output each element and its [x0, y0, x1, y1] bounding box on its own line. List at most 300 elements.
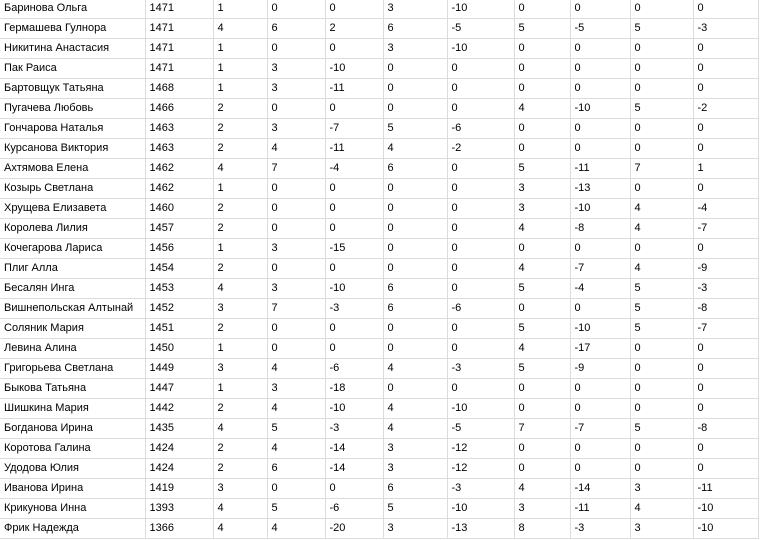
cell-c9[interactable]: 0: [693, 239, 758, 259]
cell-c8[interactable]: 3: [630, 519, 693, 539]
cell-c3[interactable]: -7: [325, 119, 383, 139]
cell-c5[interactable]: -2: [447, 139, 514, 159]
cell-name[interactable]: Гермашева Гулнора: [0, 19, 145, 39]
cell-c3[interactable]: -4: [325, 159, 383, 179]
table-row[interactable]: [0, 119, 758, 139]
cell-rating[interactable]: 1456: [145, 239, 213, 259]
cell-c2[interactable]: 4: [267, 139, 325, 159]
cell-name[interactable]: Богданова Ирина: [0, 419, 145, 439]
cell-c1[interactable]: 2: [213, 439, 267, 459]
cell-c4[interactable]: 5: [383, 119, 447, 139]
cell-c2[interactable]: 7: [267, 299, 325, 319]
cell-c3[interactable]: 0: [325, 39, 383, 59]
cell-c3[interactable]: -11: [325, 79, 383, 99]
cell-rating[interactable]: 1468: [145, 79, 213, 99]
cell-c2[interactable]: 3: [267, 379, 325, 399]
cell-c9[interactable]: -7: [693, 219, 758, 239]
cell-c2[interactable]: 3: [267, 239, 325, 259]
table-row[interactable]: [0, 0, 758, 19]
cell-c6[interactable]: 5: [514, 279, 570, 299]
cell-c7[interactable]: 0: [570, 139, 630, 159]
table-row[interactable]: [0, 59, 758, 79]
cell-c8[interactable]: 4: [630, 259, 693, 279]
cell-name[interactable]: Пак Раиса: [0, 59, 145, 79]
cell-c2[interactable]: 6: [267, 459, 325, 479]
cell-c6[interactable]: 0: [514, 139, 570, 159]
cell-c8[interactable]: 0: [630, 139, 693, 159]
cell-c8[interactable]: 0: [630, 179, 693, 199]
cell-rating[interactable]: 1449: [145, 359, 213, 379]
cell-c8[interactable]: 0: [630, 0, 693, 19]
cell-c7[interactable]: -11: [570, 499, 630, 519]
cell-c4[interactable]: 0: [383, 99, 447, 119]
cell-c3[interactable]: 0: [325, 259, 383, 279]
cell-c4[interactable]: 0: [383, 239, 447, 259]
cell-c7[interactable]: 0: [570, 39, 630, 59]
cell-rating[interactable]: 1457: [145, 219, 213, 239]
cell-c5[interactable]: 0: [447, 159, 514, 179]
cell-c6[interactable]: 0: [514, 239, 570, 259]
cell-name[interactable]: Баринова Ольга: [0, 0, 145, 19]
cell-c9[interactable]: 0: [693, 119, 758, 139]
cell-c3[interactable]: 0: [325, 179, 383, 199]
cell-c2[interactable]: 0: [267, 219, 325, 239]
cell-c1[interactable]: 2: [213, 199, 267, 219]
cell-c5[interactable]: 0: [447, 199, 514, 219]
cell-c6[interactable]: 4: [514, 479, 570, 499]
cell-c5[interactable]: 0: [447, 99, 514, 119]
cell-c5[interactable]: 0: [447, 339, 514, 359]
cell-c3[interactable]: -6: [325, 499, 383, 519]
cell-rating[interactable]: 1451: [145, 319, 213, 339]
cell-name[interactable]: Пугачева Любовь: [0, 99, 145, 119]
cell-c3[interactable]: -14: [325, 439, 383, 459]
cell-c5[interactable]: -10: [447, 0, 514, 19]
table-row[interactable]: [0, 519, 758, 539]
cell-c9[interactable]: 0: [693, 459, 758, 479]
cell-c8[interactable]: 7: [630, 159, 693, 179]
cell-c9[interactable]: 1: [693, 159, 758, 179]
cell-c2[interactable]: 3: [267, 279, 325, 299]
table-row[interactable]: [0, 179, 758, 199]
table-row[interactable]: [0, 19, 758, 39]
cell-c7[interactable]: -4: [570, 279, 630, 299]
cell-c9[interactable]: -3: [693, 19, 758, 39]
cell-c6[interactable]: 0: [514, 399, 570, 419]
table-row[interactable]: [0, 39, 758, 59]
cell-rating[interactable]: 1424: [145, 459, 213, 479]
cell-c4[interactable]: 0: [383, 59, 447, 79]
cell-c5[interactable]: -6: [447, 119, 514, 139]
cell-c1[interactable]: 3: [213, 299, 267, 319]
cell-c5[interactable]: -6: [447, 299, 514, 319]
cell-c9[interactable]: 0: [693, 179, 758, 199]
cell-c3[interactable]: -20: [325, 519, 383, 539]
table-row[interactable]: [0, 299, 758, 319]
cell-c6[interactable]: 0: [514, 379, 570, 399]
cell-c5[interactable]: -3: [447, 479, 514, 499]
cell-c6[interactable]: 7: [514, 419, 570, 439]
table-row[interactable]: [0, 139, 758, 159]
cell-c6[interactable]: 0: [514, 119, 570, 139]
cell-c3[interactable]: -3: [325, 299, 383, 319]
cell-c5[interactable]: -12: [447, 459, 514, 479]
cell-c7[interactable]: 0: [570, 439, 630, 459]
cell-name[interactable]: Ахтямова Елена: [0, 159, 145, 179]
cell-c1[interactable]: 1: [213, 79, 267, 99]
table-row[interactable]: [0, 259, 758, 279]
cell-name[interactable]: Гончарова Наталья: [0, 119, 145, 139]
cell-c6[interactable]: 0: [514, 59, 570, 79]
cell-c1[interactable]: 2: [213, 459, 267, 479]
cell-name[interactable]: Бартовщук Татьяна: [0, 79, 145, 99]
cell-rating[interactable]: 1471: [145, 39, 213, 59]
cell-c3[interactable]: 0: [325, 199, 383, 219]
cell-c5[interactable]: -10: [447, 39, 514, 59]
cell-c7[interactable]: 0: [570, 379, 630, 399]
cell-name[interactable]: Быкова Татьяна: [0, 379, 145, 399]
cell-c2[interactable]: 0: [267, 0, 325, 19]
cell-name[interactable]: Григорьева Светлана: [0, 359, 145, 379]
cell-name[interactable]: Соляник Мария: [0, 319, 145, 339]
cell-c8[interactable]: 5: [630, 419, 693, 439]
cell-c9[interactable]: 0: [693, 139, 758, 159]
cell-c1[interactable]: 4: [213, 419, 267, 439]
table-row[interactable]: [0, 399, 758, 419]
cell-c6[interactable]: 3: [514, 199, 570, 219]
cell-c1[interactable]: 4: [213, 279, 267, 299]
cell-rating[interactable]: 1462: [145, 179, 213, 199]
cell-c1[interactable]: 4: [213, 19, 267, 39]
cell-c1[interactable]: 3: [213, 359, 267, 379]
cell-c3[interactable]: 0: [325, 99, 383, 119]
table-row[interactable]: [0, 239, 758, 259]
cell-c7[interactable]: -5: [570, 19, 630, 39]
cell-name[interactable]: Левина Алина: [0, 339, 145, 359]
cell-rating[interactable]: 1450: [145, 339, 213, 359]
cell-c2[interactable]: 0: [267, 339, 325, 359]
cell-rating[interactable]: 1452: [145, 299, 213, 319]
table-row[interactable]: [0, 459, 758, 479]
cell-c1[interactable]: 2: [213, 99, 267, 119]
cell-c1[interactable]: 1: [213, 239, 267, 259]
cell-c9[interactable]: -7: [693, 319, 758, 339]
cell-c2[interactable]: 0: [267, 39, 325, 59]
cell-c9[interactable]: -10: [693, 499, 758, 519]
cell-c9[interactable]: 0: [693, 359, 758, 379]
cell-c1[interactable]: 2: [213, 259, 267, 279]
cell-c4[interactable]: 4: [383, 399, 447, 419]
table-row[interactable]: [0, 499, 758, 519]
table-row[interactable]: [0, 79, 758, 99]
cell-rating[interactable]: 1435: [145, 419, 213, 439]
cell-c4[interactable]: 3: [383, 519, 447, 539]
cell-c7[interactable]: -10: [570, 319, 630, 339]
cell-c6[interactable]: 0: [514, 299, 570, 319]
cell-c4[interactable]: 6: [383, 299, 447, 319]
cell-c9[interactable]: -8: [693, 419, 758, 439]
cell-c3[interactable]: -15: [325, 239, 383, 259]
cell-c3[interactable]: -18: [325, 379, 383, 399]
cell-c5[interactable]: 0: [447, 219, 514, 239]
cell-c9[interactable]: 0: [693, 439, 758, 459]
cell-c4[interactable]: 3: [383, 459, 447, 479]
cell-rating[interactable]: 1424: [145, 439, 213, 459]
cell-c4[interactable]: 0: [383, 199, 447, 219]
cell-rating[interactable]: 1471: [145, 0, 213, 19]
cell-name[interactable]: Удодова Юлия: [0, 459, 145, 479]
cell-rating[interactable]: 1442: [145, 399, 213, 419]
cell-c8[interactable]: 4: [630, 499, 693, 519]
cell-c9[interactable]: 0: [693, 0, 758, 19]
cell-c4[interactable]: 0: [383, 219, 447, 239]
cell-c6[interactable]: 3: [514, 499, 570, 519]
cell-c2[interactable]: 4: [267, 399, 325, 419]
cell-name[interactable]: Крикунова Инна: [0, 499, 145, 519]
cell-c1[interactable]: 1: [213, 59, 267, 79]
cell-c7[interactable]: 0: [570, 59, 630, 79]
cell-c7[interactable]: -17: [570, 339, 630, 359]
cell-c6[interactable]: 4: [514, 99, 570, 119]
cell-c9[interactable]: 0: [693, 379, 758, 399]
table-row[interactable]: [0, 339, 758, 359]
cell-c2[interactable]: 0: [267, 99, 325, 119]
cell-c2[interactable]: 7: [267, 159, 325, 179]
cell-c4[interactable]: 0: [383, 79, 447, 99]
cell-c7[interactable]: -10: [570, 99, 630, 119]
cell-name[interactable]: Королева Лилия: [0, 219, 145, 239]
cell-c4[interactable]: 6: [383, 279, 447, 299]
cell-c7[interactable]: -14: [570, 479, 630, 499]
cell-c1[interactable]: 2: [213, 219, 267, 239]
cell-c3[interactable]: -10: [325, 399, 383, 419]
cell-c3[interactable]: 2: [325, 19, 383, 39]
cell-c1[interactable]: 1: [213, 0, 267, 19]
cell-c3[interactable]: -10: [325, 279, 383, 299]
cell-c7[interactable]: 0: [570, 239, 630, 259]
cell-c6[interactable]: 4: [514, 339, 570, 359]
cell-c4[interactable]: 3: [383, 439, 447, 459]
cell-c4[interactable]: 6: [383, 19, 447, 39]
cell-c2[interactable]: 0: [267, 259, 325, 279]
cell-c7[interactable]: -10: [570, 199, 630, 219]
cell-c7[interactable]: 0: [570, 119, 630, 139]
table-row[interactable]: [0, 199, 758, 219]
cell-c8[interactable]: 4: [630, 219, 693, 239]
cell-c6[interactable]: 8: [514, 519, 570, 539]
cell-c5[interactable]: 0: [447, 59, 514, 79]
cell-c9[interactable]: -4: [693, 199, 758, 219]
cell-name[interactable]: Кочегарова Лариса: [0, 239, 145, 259]
cell-c1[interactable]: 2: [213, 139, 267, 159]
cell-c8[interactable]: 0: [630, 359, 693, 379]
cell-c4[interactable]: 3: [383, 0, 447, 19]
cell-rating[interactable]: 1462: [145, 159, 213, 179]
cell-c6[interactable]: 0: [514, 39, 570, 59]
cell-c4[interactable]: 0: [383, 319, 447, 339]
cell-c5[interactable]: 0: [447, 319, 514, 339]
cell-rating[interactable]: 1463: [145, 139, 213, 159]
cell-c7[interactable]: -9: [570, 359, 630, 379]
cell-c7[interactable]: 0: [570, 399, 630, 419]
cell-rating[interactable]: 1454: [145, 259, 213, 279]
cell-name[interactable]: Курсанова Виктория: [0, 139, 145, 159]
cell-c2[interactable]: 0: [267, 319, 325, 339]
cell-c9[interactable]: -11: [693, 479, 758, 499]
cell-c1[interactable]: 1: [213, 379, 267, 399]
cell-c2[interactable]: 3: [267, 79, 325, 99]
cell-c1[interactable]: 1: [213, 39, 267, 59]
cell-rating[interactable]: 1447: [145, 379, 213, 399]
cell-c3[interactable]: -3: [325, 419, 383, 439]
cell-name[interactable]: Бесалян Инга: [0, 279, 145, 299]
cell-c1[interactable]: 4: [213, 499, 267, 519]
cell-c3[interactable]: 0: [325, 319, 383, 339]
cell-c5[interactable]: -5: [447, 19, 514, 39]
cell-c2[interactable]: 0: [267, 479, 325, 499]
cell-c8[interactable]: 0: [630, 119, 693, 139]
cell-c1[interactable]: 2: [213, 319, 267, 339]
table-row[interactable]: [0, 99, 758, 119]
cell-c7[interactable]: -7: [570, 259, 630, 279]
cell-c2[interactable]: 0: [267, 179, 325, 199]
cell-c3[interactable]: 0: [325, 479, 383, 499]
cell-c2[interactable]: 4: [267, 439, 325, 459]
table-row[interactable]: [0, 359, 758, 379]
cell-c8[interactable]: 0: [630, 399, 693, 419]
cell-rating[interactable]: 1453: [145, 279, 213, 299]
cell-c7[interactable]: 0: [570, 79, 630, 99]
cell-c9[interactable]: -9: [693, 259, 758, 279]
table-row[interactable]: [0, 319, 758, 339]
cell-c8[interactable]: 5: [630, 319, 693, 339]
table-row[interactable]: [0, 479, 758, 499]
cell-c8[interactable]: 0: [630, 39, 693, 59]
cell-c8[interactable]: 0: [630, 59, 693, 79]
cell-rating[interactable]: 1366: [145, 519, 213, 539]
cell-c9[interactable]: 0: [693, 59, 758, 79]
cell-c1[interactable]: 4: [213, 519, 267, 539]
cell-c7[interactable]: -7: [570, 419, 630, 439]
cell-c8[interactable]: 5: [630, 299, 693, 319]
table-row[interactable]: [0, 219, 758, 239]
cell-c3[interactable]: 0: [325, 339, 383, 359]
cell-c3[interactable]: -14: [325, 459, 383, 479]
cell-c9[interactable]: 0: [693, 339, 758, 359]
cell-c2[interactable]: 0: [267, 199, 325, 219]
cell-c6[interactable]: 5: [514, 19, 570, 39]
cell-c5[interactable]: -10: [447, 399, 514, 419]
cell-c9[interactable]: 0: [693, 79, 758, 99]
cell-c4[interactable]: 4: [383, 359, 447, 379]
cell-c2[interactable]: 6: [267, 19, 325, 39]
cell-c8[interactable]: 0: [630, 339, 693, 359]
cell-c9[interactable]: -2: [693, 99, 758, 119]
cell-rating[interactable]: 1393: [145, 499, 213, 519]
cell-c9[interactable]: -10: [693, 519, 758, 539]
cell-name[interactable]: Плиг Алла: [0, 259, 145, 279]
cell-c6[interactable]: 0: [514, 0, 570, 19]
cell-c2[interactable]: 4: [267, 519, 325, 539]
cell-c3[interactable]: -10: [325, 59, 383, 79]
cell-c6[interactable]: 0: [514, 439, 570, 459]
cell-c5[interactable]: -12: [447, 439, 514, 459]
table-row[interactable]: [0, 159, 758, 179]
cell-c4[interactable]: 5: [383, 499, 447, 519]
cell-c2[interactable]: 5: [267, 419, 325, 439]
cell-c3[interactable]: 0: [325, 219, 383, 239]
cell-rating[interactable]: 1460: [145, 199, 213, 219]
cell-c6[interactable]: 4: [514, 259, 570, 279]
cell-c4[interactable]: 4: [383, 419, 447, 439]
cell-c5[interactable]: 0: [447, 239, 514, 259]
cell-c9[interactable]: 0: [693, 39, 758, 59]
cell-c6[interactable]: 5: [514, 319, 570, 339]
cell-c5[interactable]: 0: [447, 259, 514, 279]
table-row[interactable]: [0, 379, 758, 399]
cell-c4[interactable]: 0: [383, 339, 447, 359]
cell-c5[interactable]: -10: [447, 499, 514, 519]
cell-c5[interactable]: 0: [447, 79, 514, 99]
cell-c8[interactable]: 4: [630, 199, 693, 219]
cell-c7[interactable]: 0: [570, 459, 630, 479]
cell-name[interactable]: Коротова Галина: [0, 439, 145, 459]
cell-c1[interactable]: 2: [213, 399, 267, 419]
cell-c8[interactable]: 5: [630, 279, 693, 299]
cell-c6[interactable]: 4: [514, 219, 570, 239]
cell-c6[interactable]: 0: [514, 459, 570, 479]
cell-name[interactable]: Фрик Надежда: [0, 519, 145, 539]
cell-c8[interactable]: 0: [630, 379, 693, 399]
cell-c8[interactable]: 5: [630, 19, 693, 39]
cell-c8[interactable]: 0: [630, 79, 693, 99]
cell-c2[interactable]: 5: [267, 499, 325, 519]
cell-c6[interactable]: 0: [514, 79, 570, 99]
cell-rating[interactable]: 1471: [145, 19, 213, 39]
cell-c6[interactable]: 3: [514, 179, 570, 199]
table-row[interactable]: [0, 439, 758, 459]
cell-c4[interactable]: 0: [383, 379, 447, 399]
cell-c7[interactable]: 0: [570, 299, 630, 319]
cell-c5[interactable]: -5: [447, 419, 514, 439]
cell-c4[interactable]: 6: [383, 479, 447, 499]
cell-rating[interactable]: 1419: [145, 479, 213, 499]
cell-c8[interactable]: 0: [630, 459, 693, 479]
cell-c4[interactable]: 6: [383, 159, 447, 179]
cell-c5[interactable]: -13: [447, 519, 514, 539]
cell-name[interactable]: Никитина Анастасия: [0, 39, 145, 59]
cell-name[interactable]: Иванова Ирина: [0, 479, 145, 499]
cell-c4[interactable]: 4: [383, 139, 447, 159]
cell-c8[interactable]: 0: [630, 439, 693, 459]
cell-c3[interactable]: 0: [325, 0, 383, 19]
cell-c5[interactable]: 0: [447, 379, 514, 399]
cell-rating[interactable]: 1463: [145, 119, 213, 139]
cell-c1[interactable]: 3: [213, 479, 267, 499]
cell-c7[interactable]: 0: [570, 0, 630, 19]
cell-c1[interactable]: 1: [213, 339, 267, 359]
cell-name[interactable]: Шишкина Мария: [0, 399, 145, 419]
cell-c9[interactable]: -3: [693, 279, 758, 299]
cell-c1[interactable]: 4: [213, 159, 267, 179]
cell-c7[interactable]: -8: [570, 219, 630, 239]
cell-c9[interactable]: -8: [693, 299, 758, 319]
cell-c9[interactable]: 0: [693, 399, 758, 419]
cell-c1[interactable]: 2: [213, 119, 267, 139]
cell-c3[interactable]: -11: [325, 139, 383, 159]
cell-c5[interactable]: -3: [447, 359, 514, 379]
cell-name[interactable]: Хрущева Елизавета: [0, 199, 145, 219]
